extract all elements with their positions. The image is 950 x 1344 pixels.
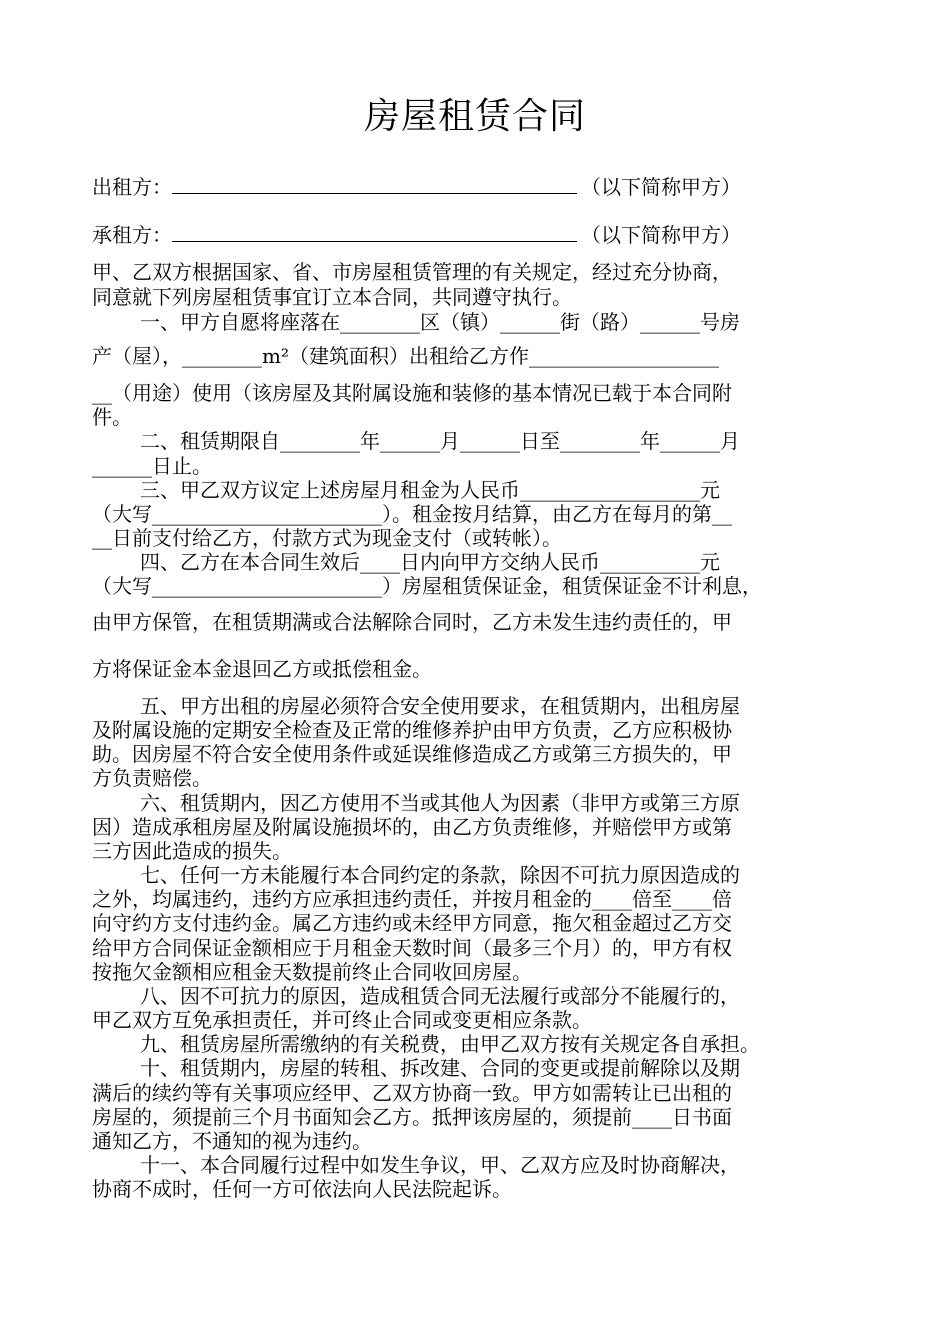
body-line: 助。因房屋不符合安全使用条件或延误维修造成乙方或第三方损失的，甲 [92,742,732,766]
body-line: （大写_______________________）房屋租赁保证金，租赁保证金不计利息， [92,574,762,598]
body-line: ______日止。 [92,454,212,478]
lessee-line [92,220,892,250]
body-line: 向守约方支付违约金。属乙方违约或未经甲方同意，拖欠租金超过乙方交 [92,911,732,935]
body-line: 因）造成承租房屋及附属设施损坏的，由乙方负责维修，并赔偿甲方或第 [92,815,732,839]
body-line: 之外，均属违约，违约方应承担违约责任，并按月租金的____倍至____倍 [92,887,732,911]
clause-9-line: 九、租赁房屋所需缴纳的有关税费，由甲乙双方按有关规定各自承担。 [140,1032,760,1056]
body-line: __日前支付给乙方，付款方式为现金支付（或转帐）。 [92,526,562,550]
body-line: 满后的续约等有关事项应经甲、乙双方协商一致。甲方如需转让已出租的 [92,1081,732,1105]
clause-3-line: 三、甲乙双方议定上述房屋月租金为人民币__________________元 [140,478,720,502]
lessee-blank [172,221,577,242]
clause-6-line: 六、租赁期内，因乙方使用不当或其他人为因素（非甲方或第三方原 [140,791,740,815]
body-line: 甲、乙双方根据国家、省、市房屋租赁管理的有关规定，经过充分协商， [92,260,732,284]
body-line: 通知乙方，不通知的视为违约。 [92,1129,372,1153]
clause-11-line: 十一、本合同履行过程中如发生争议，甲、乙双方应及时协商解决， [140,1153,740,1177]
body-line: 件。 [92,405,132,429]
body-line: 协商不成时，任何一方可依法向人民法院起诉。 [92,1177,512,1201]
lessor-label: 出租方： [92,175,172,199]
page-title: 房屋租赁合同 [363,96,586,137]
body-line: 及附属设施的定期安全检查及正常的维修养护由甲方负责，乙方应积极协 [92,718,732,742]
clause-7-line: 七、任何一方未能履行本合同约定的条款，除因不可抗力原因造成的 [140,863,740,887]
clause-5-line: 五、甲方出租的房屋必须符合安全使用要求，在租赁期内，出租房屋 [140,694,740,718]
body-line: 按拖欠金额相应租金天数提前终止合同收回房屋。 [92,960,532,984]
lessor-line [92,172,892,202]
clause-4-line: 四、乙方在本合同生效后____日内向甲方交纳人民币__________元 [140,550,720,574]
body-line: （大写_______________________）。租金按月结算，由乙方在每月的第__ [92,502,732,526]
clause-8-line: 八、因不可抗力的原因，造成租赁合同无法履行或部分不能履行的， [140,984,740,1008]
body-line: 同意就下列房屋租赁事宜订立本合同，共同遵守执行。 [92,285,572,309]
body-line: 产（屋），________m²（建筑面积）出租给乙方作___________________ [92,344,719,368]
clause-2-line: 二、租赁期限自________年______月______日至________年______月 [140,429,740,453]
lessor-blank [172,173,577,194]
body-line: __（用途）使用（该房屋及其附属设施和装修的基本情况已载于本合同附 [92,381,732,405]
lessee-label: 承租方： [92,223,172,247]
lessee-suffix: （以下简称甲方） [581,223,741,247]
body-line: 甲乙双方互免承担责任，并可终止合同或变更相应条款。 [92,1008,592,1032]
body-line: 方负责赔偿。 [92,766,212,790]
clause-1-line: 一、甲方自愿将座落在________区（镇）______街（路）______号房 [140,310,740,334]
body-line: 方将保证金本金退回乙方或抵偿租金。 [92,657,432,681]
body-line: 给甲方合同保证金额相应于月租金天数时间（最多三个月）的，甲方有权 [92,936,732,960]
lessor-suffix: （以下简称甲方） [581,175,741,199]
clause-10-line: 十、租赁期内，房屋的转租、拆改建、合同的变更或提前解除以及期 [140,1056,740,1080]
body-line: 由甲方保管，在租赁期满或合法解除合同时，乙方未发生违约责任的，甲 [92,610,732,634]
body-line: 三方因此造成的损失。 [92,839,292,863]
body-line: 房屋的，须提前三个月书面知会乙方。抵押该房屋的，须提前____日书面 [92,1105,732,1129]
